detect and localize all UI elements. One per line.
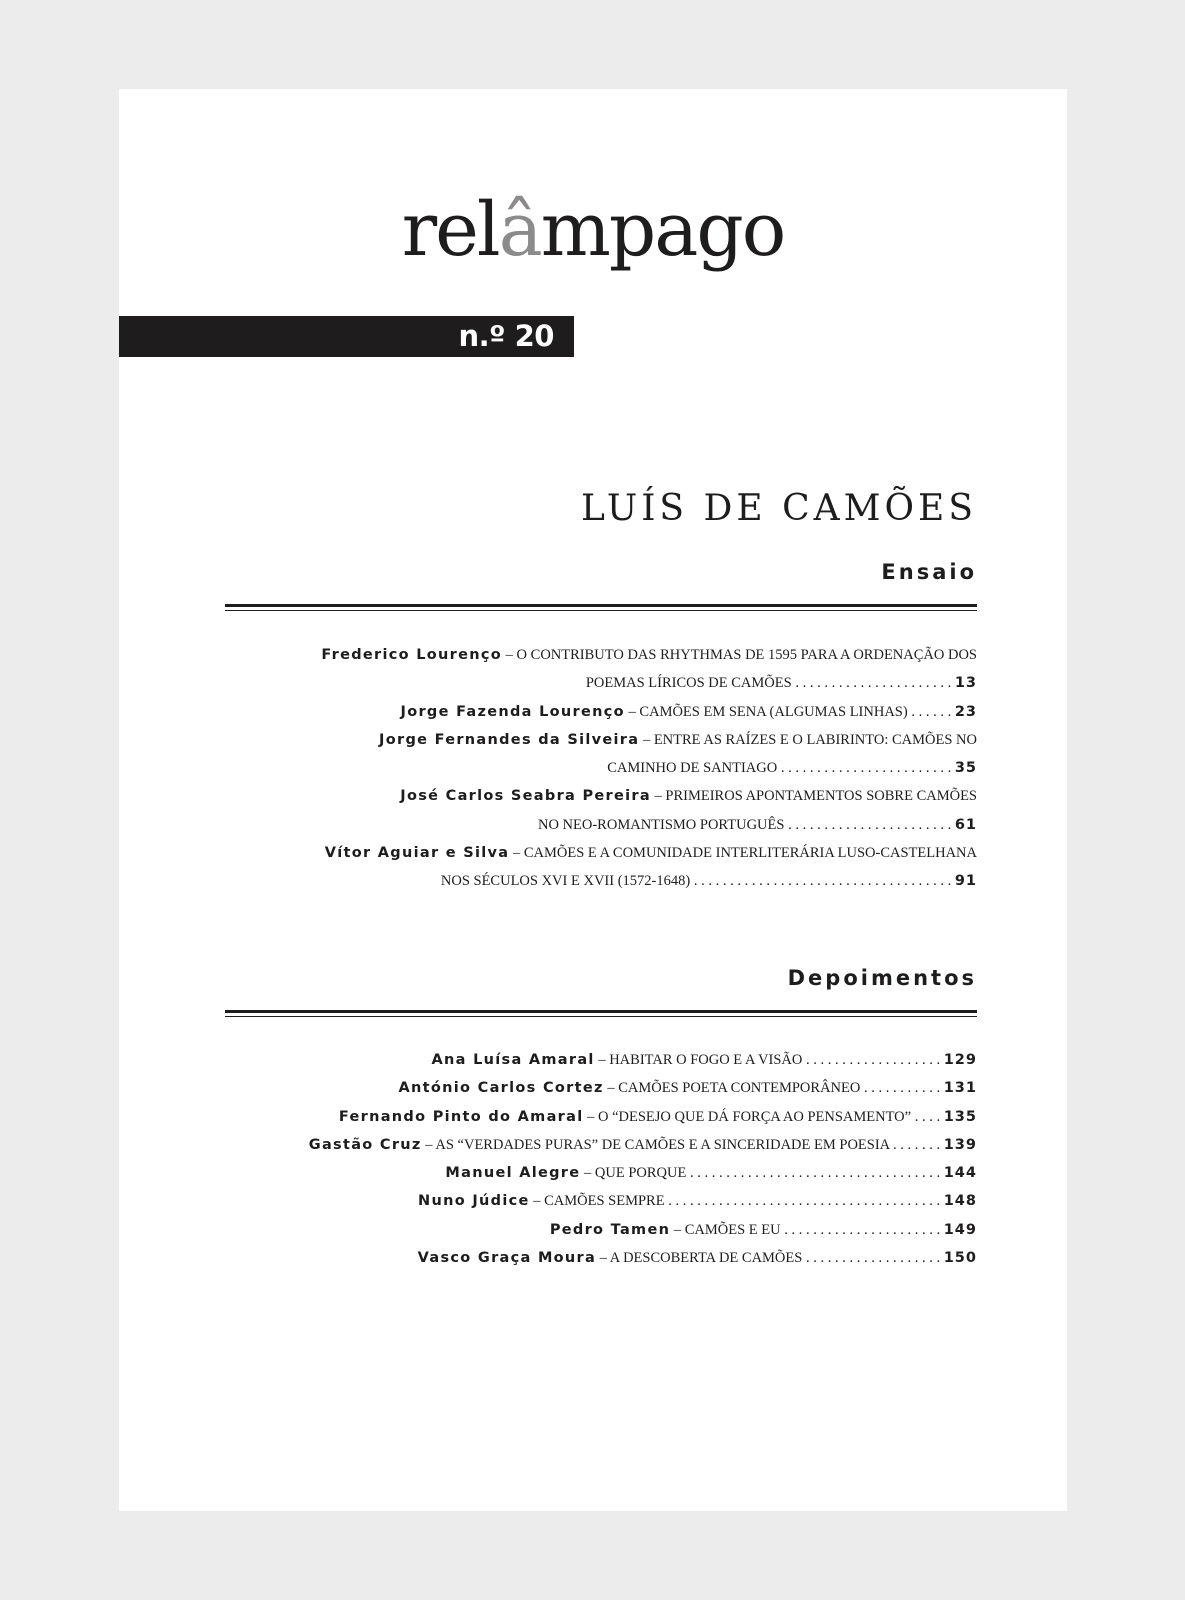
toc-leader-dots: . . . . . . . . . . . . . . . . . . . . . . . . . . . . . . . . . . . . <box>690 873 955 890</box>
toc-title: NOS SÉCULOS XVI E XVII (1572-1648) <box>440 873 691 890</box>
logo-accent-letter: â <box>498 187 541 273</box>
toc-leader-dots: . . . . . . . <box>889 1136 944 1153</box>
toc-author: Manuel Alegre <box>445 1165 581 1182</box>
toc-page-number: 23 <box>954 703 977 720</box>
main-title: LUÍS DE CAMÕES <box>580 488 977 529</box>
toc-author: Frederico Lourenço <box>321 647 503 663</box>
toc-page-number: 129 <box>943 1052 977 1068</box>
toc-line <box>257 698 977 726</box>
toc-page-number: 61 <box>954 816 977 833</box>
toc-leader-dots: . . . . . . . . . . . . . . . . . . . . . . <box>780 1221 944 1238</box>
toc-depoimentos <box>257 1046 977 1272</box>
toc-title: – O “DESEJO QUE DÁ FORÇA AO PENSAMENTO” <box>583 1108 912 1125</box>
logo-text-end: mpago <box>540 187 785 273</box>
toc-title: – CAMÕES E EU <box>670 1221 781 1238</box>
toc-title: – CAMÕES SEMPRE <box>529 1193 665 1210</box>
toc-line <box>257 1046 977 1074</box>
toc-line <box>257 1216 977 1244</box>
toc-title: – AS “VERDADES PURAS” DE CAMÕES E A SINCERIDADE EM POESIA <box>421 1136 890 1153</box>
toc-line <box>257 811 977 839</box>
toc-leader-dots: . . . . . . . . . . . . . . . . . . . . . . . . <box>777 760 955 777</box>
section-title-depoimentos: Depoimentos <box>787 966 977 990</box>
section-divider-depoimentos <box>225 1010 977 1013</box>
toc-line <box>257 641 977 669</box>
toc-title: – A DESCOBERTA DE CAMÕES <box>596 1250 803 1267</box>
toc-line <box>257 1187 977 1215</box>
toc-title: – HABITAR O FOGO E A VISÃO <box>594 1052 803 1068</box>
toc-ensaio <box>257 641 977 896</box>
toc-author: Vasco Graça Moura <box>417 1250 597 1267</box>
toc-author: Fernando Pinto do Amaral <box>338 1108 584 1125</box>
toc-author: Pedro Tamen <box>549 1221 671 1238</box>
toc-line <box>257 1244 977 1272</box>
toc-page-number: 13 <box>954 675 977 692</box>
toc-line <box>257 839 977 867</box>
toc-line <box>257 1074 977 1102</box>
toc-title: – O CONTRIBUTO DAS RHYTHMAS DE 1595 PARA A ORDENAÇÃO DOS <box>502 647 977 663</box>
toc-line <box>257 1131 977 1159</box>
toc-line <box>257 1159 977 1187</box>
toc-author: Jorge Fernandes da Silveira <box>379 731 640 748</box>
issue-bar <box>119 316 574 357</box>
toc-leader-dots: . . . . . . . . . . . . . . . . . . . . . . . <box>784 816 955 833</box>
toc-author: Gastão Cruz <box>308 1136 422 1153</box>
toc-title: – CAMÕES EM SENA (ALGUMAS LINHAS) <box>624 703 908 720</box>
toc-title: – CAMÕES POETA CONTEMPORÂNEO <box>603 1080 861 1097</box>
toc-line <box>257 726 977 754</box>
toc-author: Vítor Aguiar e Silva <box>324 845 510 862</box>
toc-leader-dots: . . . . . . . . . . . . . . . . . . . <box>802 1250 944 1267</box>
toc-title: POEMAS LÍRICOS DE CAMÕES <box>585 675 792 692</box>
toc-page-number: 35 <box>954 760 977 777</box>
toc-title: – QUE PORQUE <box>580 1165 687 1182</box>
toc-title: – PRIMEIROS APONTAMENTOS SOBRE CAMÕES <box>650 788 977 805</box>
toc-leader-dots: . . . . . . <box>907 703 955 720</box>
toc-page-number: 91 <box>954 873 977 890</box>
toc-page-number: 150 <box>943 1250 977 1267</box>
toc-line <box>257 867 977 895</box>
toc-page-number: 148 <box>943 1193 977 1210</box>
toc-author: António Carlos Cortez <box>398 1080 604 1097</box>
toc-line <box>257 669 977 697</box>
toc-leader-dots: . . . . <box>911 1108 944 1125</box>
issue-number: n.º 20 <box>458 319 554 353</box>
toc-author: Nuno Júdice <box>418 1193 530 1210</box>
toc-author: Ana Luísa Amaral <box>431 1052 595 1068</box>
toc-leader-dots: . . . . . . . . . . . . . . . . . . . <box>802 1052 944 1068</box>
toc-title: – CAMÕES E A COMUNIDADE INTERLITERÁRIA LUSO-CASTELHANA <box>509 845 977 862</box>
toc-title: NO NEO-ROMANTISMO PORTUGUÊS <box>537 816 785 833</box>
toc-title: – ENTRE AS RAÍZES E O LABIRINTO: CAMÕES NO <box>639 731 977 748</box>
toc-leader-dots: . . . . . . . . . . . . . . . . . . . . . . <box>791 675 955 692</box>
toc-line <box>257 754 977 782</box>
section-divider-ensaio <box>225 604 977 607</box>
toc-page-number: 131 <box>943 1080 977 1097</box>
toc-title: CAMINHO DE SANTIAGO <box>607 760 778 777</box>
journal-page <box>119 89 1067 1511</box>
toc-page-number: 149 <box>943 1221 977 1238</box>
logo-text-start: rel <box>401 187 499 273</box>
toc-line <box>257 782 977 810</box>
journal-logo <box>119 187 1067 273</box>
toc-line <box>257 1103 977 1131</box>
toc-leader-dots: . . . . . . . . . . . . . . . . . . . . . . . . . . . . . . . . . . . <box>686 1165 944 1182</box>
section-title-ensaio: Ensaio <box>881 560 977 584</box>
toc-leader-dots: . . . . . . . . . . . . . . . . . . . . . . . . . . . . . . . . . . . . . . <box>664 1193 944 1210</box>
toc-author: José Carlos Seabra Pereira <box>400 788 651 805</box>
toc-page-number: 135 <box>943 1108 977 1125</box>
toc-author: Jorge Fazenda Lourenço <box>400 703 625 720</box>
toc-leader-dots: . . . . . . . . . . . <box>860 1080 944 1097</box>
toc-page-number: 139 <box>943 1136 977 1153</box>
toc-page-number: 144 <box>943 1165 977 1182</box>
